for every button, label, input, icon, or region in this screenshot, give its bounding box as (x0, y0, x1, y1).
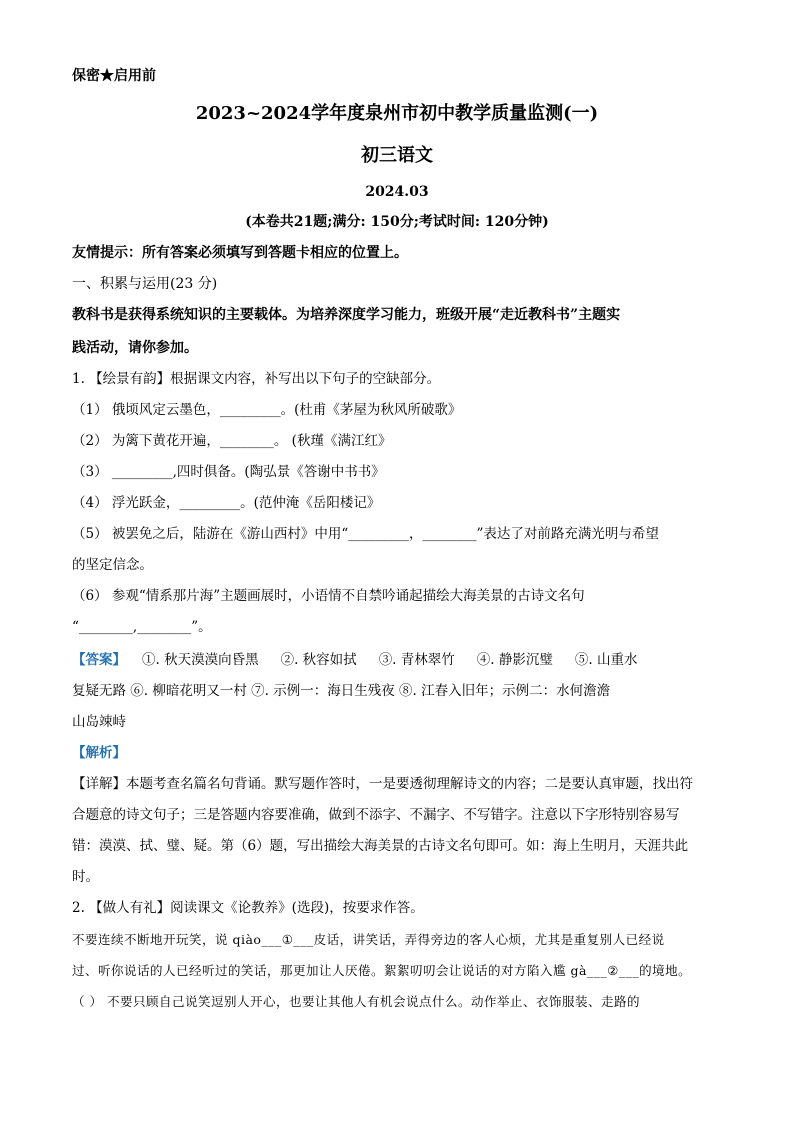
analysis-line: 错：漠漠、拭、璧、疑。第（6）题，写出描绘大海美景的古诗文名句即可。如：海上生明月，天涯共此 (72, 838, 689, 854)
analysis-line: 时。 (72, 869, 99, 885)
answer-item: ②. 秋容如拭 (280, 652, 357, 668)
exam-title: 2023~2024学年度泉州市初中教学质量监测(一) (195, 103, 599, 124)
answer-label: 【答案】 (72, 652, 126, 668)
q2-stem: 2. 【做人有礼】阅读课文《论教养》(选段)，按要求作答。 (72, 900, 424, 916)
q2-passage-line: 不要连续不断地开玩笑，说 qiào___①___皮话，讲笑话，弄得旁边的客人心烦，尤其是重复别人已经说 (72, 932, 665, 947)
subject-title: 初三语文 (361, 145, 433, 166)
q1-item: （1） 俄顷风定云墨色，_________。(杜甫《茅屋为秋风所破歌》 (72, 402, 462, 418)
q1-item-continued: 的坚定信念。 (72, 557, 153, 573)
answer-line-1 (72, 650, 637, 670)
answer-item: ①. 秋天漠漠向昏黑 (142, 652, 259, 668)
q1-item-continued: “________,________”。 (72, 619, 212, 635)
section-heading: 一、积累与运用(23 分) (72, 276, 218, 292)
answer-item: ④. 静影沉璧 (476, 652, 553, 668)
answer-item: ③. 青林翠竹 (378, 652, 455, 668)
analysis-label: 【解析】 (72, 745, 126, 761)
answer-line-3: 山岛竦峙 (72, 714, 126, 730)
q1-item: （4） 浮光跃金，_________。(范仲淹《岳阳楼记》 (72, 495, 381, 511)
analysis-line: 【详解】本题考查名篇名句背诵。默写题作答时，一是要透彻理解诗文的内容；二是要认真审题，找出符 (72, 776, 693, 792)
answer-line-2: 复疑无路 ⑥. 柳暗花明又一村 ⑦. 示例一：海日生残夜 ⑧. 江春入旧年；示例二：水何澹澹 (72, 683, 611, 699)
exam-date: 2024.03 (365, 184, 429, 200)
q1-stem: 1. 【绘景有韵】根据课文内容，补写出以下句子的空缺部分。 (72, 371, 441, 387)
answer-item: ⑤. 山重水 (574, 652, 638, 668)
section-intro-line-2: 践活动，请你参加。 (72, 340, 198, 356)
friendly-tip: 友情提示：所有答案必须填写到答题卡相应的位置上。 (72, 245, 408, 261)
q1-item: （2） 为篱下黄花开遍，________。 (秋瑾《满江红》 (72, 433, 392, 449)
analysis-line: 合题意的诗文句子；三是答题内容要准确，做到不添字、不漏字、不写错字。注意以下字形特别容易写 (72, 807, 680, 823)
q1-item: （5） 被罢免之后，陆游在《游山西村》中用“_________，________”表达了对前路充满光明与希望 (72, 526, 659, 542)
confidential-label: 保密★启用前 (72, 68, 156, 84)
exam-info: (本卷共21题;满分: 150分;考试时间: 120分钟) (245, 214, 549, 230)
section-intro-line-1: 教科书是获得系统知识的主要载体。为培养深度学习能力，班级开展“走近教科书”主题实 (72, 307, 621, 323)
q2-passage-line: （ ） 不要只顾自己说笑逗别人开心，也要让其他人有机会说点什么。动作举止、衣饰服装、走路的 (72, 994, 640, 1009)
q1-item: （3） _________,四时俱备。(陶弘景《答谢中书书》 (72, 464, 385, 480)
q2-passage-line: 过、听你说话的人已经听过的笑话，那更加让人厌倦。絮絮叨叨会让说话的对方陷入尴 gà___②___的境地。 (72, 963, 692, 978)
q1-item: （6） 参观“情系那片海”主题画展时，小语情不自禁吟诵起描绘大海美景的古诗文名句 (72, 588, 585, 604)
